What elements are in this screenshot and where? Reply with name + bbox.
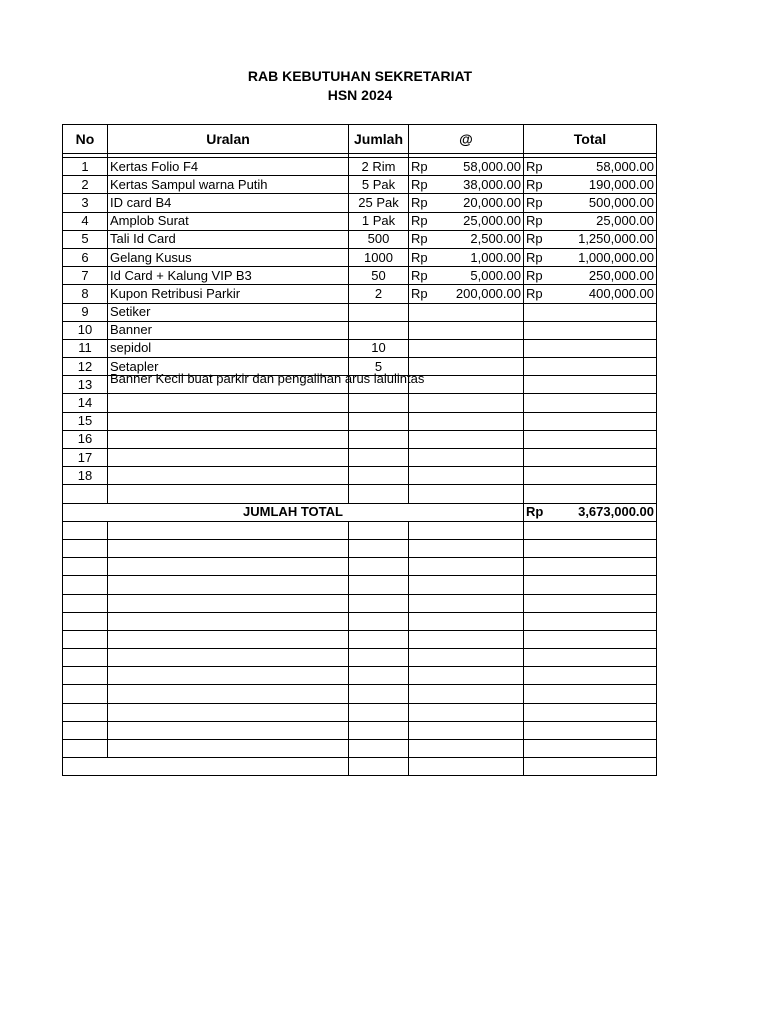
cell-uraian	[108, 394, 349, 412]
cell-jumlah: 50	[349, 267, 409, 285]
empty-cell	[349, 539, 409, 557]
cell-jumlah: 2 Rim	[349, 158, 409, 176]
empty-row	[63, 758, 657, 776]
empty-cell	[63, 558, 108, 576]
cell-total	[524, 285, 657, 303]
empty-cell	[524, 521, 657, 539]
cell-harga	[409, 449, 524, 467]
cell-harga	[409, 321, 524, 339]
cell-total	[524, 230, 657, 248]
cell-total	[524, 394, 657, 412]
cell-jumlah	[349, 467, 409, 485]
cell-total	[524, 212, 657, 230]
cell-jumlah: 5 Pak	[349, 176, 409, 194]
cell-uraian: Kupon Retribusi Parkir	[108, 285, 349, 303]
empty-row	[63, 630, 657, 648]
amount-value: 58,000.00	[596, 158, 654, 174]
empty-cell	[108, 703, 349, 721]
cell-harga	[409, 158, 524, 176]
cell-uraian: Banner	[108, 321, 349, 339]
amount-value: 38,000.00	[463, 176, 521, 192]
empty-cell	[409, 612, 524, 630]
cell-uraian	[108, 430, 349, 448]
amount-value: 20,000.00	[463, 194, 521, 210]
cell-no: 18	[63, 467, 108, 485]
empty-row	[63, 740, 657, 758]
table-row	[63, 467, 657, 485]
empty-cell	[63, 685, 108, 703]
cell-harga	[409, 394, 524, 412]
table-row	[63, 485, 657, 503]
cell-harga	[409, 430, 524, 448]
empty-cell	[349, 740, 409, 758]
empty-cell	[108, 539, 349, 557]
empty-cell	[63, 703, 108, 721]
cell-uraian: Tali Id Card	[108, 230, 349, 248]
cell-uraian: Amplob Surat	[108, 212, 349, 230]
cell-jumlah: 5	[349, 358, 409, 376]
table-row	[63, 248, 657, 266]
table-row	[63, 212, 657, 230]
cell-jumlah	[349, 430, 409, 448]
currency-label: Rp	[411, 285, 428, 301]
empty-row	[63, 667, 657, 685]
empty-cell	[409, 685, 524, 703]
cell-total	[524, 158, 657, 176]
empty-cell	[108, 685, 349, 703]
amount-value: 200,000.00	[455, 285, 521, 301]
currency-label: Rp	[411, 158, 428, 174]
table-row	[63, 194, 657, 212]
cell-jumlah: 1000	[349, 248, 409, 266]
cell-harga	[409, 194, 524, 212]
empty-cell	[409, 703, 524, 721]
cell-total	[524, 430, 657, 448]
empty-cell	[524, 685, 657, 703]
currency-label: Rp	[411, 176, 428, 192]
empty-cell	[349, 685, 409, 703]
cell-harga	[409, 303, 524, 321]
cell-total	[524, 485, 657, 503]
empty-row	[63, 576, 657, 594]
cell-no: 7	[63, 267, 108, 285]
cell-uraian: Setiker	[108, 303, 349, 321]
empty-cell	[63, 521, 108, 539]
empty-cell	[409, 521, 524, 539]
currency-label: Rp	[411, 213, 428, 229]
empty-cell	[108, 594, 349, 612]
cell-no: 4	[63, 212, 108, 230]
total-row	[63, 503, 657, 521]
total-label: JUMLAH TOTAL	[63, 503, 524, 521]
empty-cell	[108, 649, 349, 667]
table-row	[63, 176, 657, 194]
empty-row	[63, 649, 657, 667]
empty-cell	[63, 612, 108, 630]
amount-value: 500,000.00	[588, 194, 654, 210]
amount-value: 1,000.00	[470, 249, 521, 265]
cell-harga	[409, 212, 524, 230]
empty-cell	[63, 649, 108, 667]
cell-no: 8	[63, 285, 108, 303]
empty-cell	[409, 758, 524, 776]
cell-no: 16	[63, 430, 108, 448]
cell-uraian: sepidol	[108, 339, 349, 357]
empty-cell	[349, 649, 409, 667]
currency-label: Rp	[526, 285, 543, 301]
cell-total	[524, 412, 657, 430]
empty-cell	[349, 612, 409, 630]
empty-cell	[524, 721, 657, 739]
cell-harga	[409, 339, 524, 357]
amount-value: 400,000.00	[588, 285, 654, 301]
cell-harga	[409, 485, 524, 503]
amount-value: 2,500.00	[470, 231, 521, 247]
empty-cell	[108, 558, 349, 576]
uraian-text: Banner Kecil buat parkir dan pengalihan arus lalulintas	[110, 371, 425, 387]
empty-cell	[409, 649, 524, 667]
table-row	[63, 303, 657, 321]
empty-cell	[63, 594, 108, 612]
cell-harga	[409, 230, 524, 248]
cell-jumlah	[349, 321, 409, 339]
cell-total	[524, 358, 657, 376]
empty-row	[63, 721, 657, 739]
cell-harga	[409, 248, 524, 266]
cell-no	[63, 485, 108, 503]
cell-total	[524, 248, 657, 266]
cell-harga	[409, 267, 524, 285]
cell-total	[524, 376, 657, 394]
table-row	[63, 430, 657, 448]
cell-jumlah	[349, 394, 409, 412]
empty-cell	[63, 630, 108, 648]
cell-jumlah: 2	[349, 285, 409, 303]
empty-cell	[524, 594, 657, 612]
document-title: RAB KEBUTUHAN SEKRETARIAT	[247, 68, 473, 84]
empty-cell	[108, 667, 349, 685]
empty-row	[63, 521, 657, 539]
empty-row	[63, 539, 657, 557]
currency-label: Rp	[526, 267, 543, 283]
cell-total	[524, 339, 657, 357]
cell-no: 2	[63, 176, 108, 194]
amount-value: 25,000.00	[463, 213, 521, 229]
cell-total	[524, 303, 657, 321]
empty-cell	[108, 630, 349, 648]
cell-uraian: Setapler	[108, 358, 349, 376]
table-row	[63, 267, 657, 285]
empty-cell	[349, 521, 409, 539]
cell-uraian	[108, 449, 349, 467]
currency-label: Rp	[526, 213, 543, 229]
cell-jumlah	[349, 449, 409, 467]
empty-cell	[349, 558, 409, 576]
currency-label: Rp	[526, 504, 544, 520]
total-value	[524, 503, 657, 521]
table-row	[63, 158, 657, 176]
empty-cell	[63, 758, 349, 776]
cell-harga	[409, 376, 524, 394]
empty-row	[63, 703, 657, 721]
amount-value: 1,000,000.00	[578, 249, 654, 265]
amount-value: 25,000.00	[596, 213, 654, 229]
currency-label: Rp	[526, 194, 543, 210]
cell-total	[524, 321, 657, 339]
cell-no: 12	[63, 358, 108, 376]
empty-cell	[409, 576, 524, 594]
currency-label: Rp	[411, 231, 428, 247]
cell-total	[524, 267, 657, 285]
header-harga: @	[409, 125, 524, 154]
cell-no: 11	[63, 339, 108, 357]
empty-row	[63, 612, 657, 630]
cell-uraian	[108, 412, 349, 430]
empty-cell	[524, 703, 657, 721]
cell-uraian	[108, 371, 425, 394]
empty-cell	[63, 576, 108, 594]
cell-no: 1	[63, 158, 108, 176]
table-row	[63, 376, 657, 394]
currency-label: Rp	[526, 231, 543, 247]
amount-value: 190,000.00	[588, 176, 654, 192]
empty-cell	[409, 740, 524, 758]
amount-value: 5,000.00	[470, 267, 521, 283]
cell-no: 17	[63, 449, 108, 467]
cell-harga	[409, 358, 524, 376]
table-row	[63, 230, 657, 248]
cell-harga	[409, 412, 524, 430]
empty-cell	[108, 521, 349, 539]
table-row	[63, 321, 657, 339]
header-total: Total	[524, 125, 657, 154]
empty-cell	[349, 630, 409, 648]
empty-cell	[409, 721, 524, 739]
empty-cell	[349, 576, 409, 594]
cell-uraian	[108, 467, 349, 485]
cell-no: 13	[63, 376, 108, 394]
amount-value: 250,000.00	[588, 267, 654, 283]
cell-total	[524, 467, 657, 485]
empty-row	[63, 685, 657, 703]
empty-cell	[524, 758, 657, 776]
header-jumlah: Jumlah	[349, 125, 409, 154]
cell-no: 10	[63, 321, 108, 339]
empty-cell	[108, 576, 349, 594]
empty-cell	[524, 740, 657, 758]
currency-label: Rp	[526, 158, 543, 174]
header-uraian: Uralan	[108, 125, 349, 154]
cell-jumlah	[349, 485, 409, 503]
cell-total	[524, 449, 657, 467]
amount-value: 3,673,000.00	[578, 504, 654, 520]
cell-total	[524, 176, 657, 194]
cell-uraian	[108, 485, 349, 503]
cell-jumlah	[349, 412, 409, 430]
cell-uraian: Id Card + Kalung VIP B3	[108, 267, 349, 285]
cell-no: 5	[63, 230, 108, 248]
cell-total	[524, 194, 657, 212]
empty-cell	[524, 649, 657, 667]
cell-uraian: ID card B4	[108, 194, 349, 212]
empty-cell	[349, 721, 409, 739]
budget-table	[62, 124, 657, 776]
currency-label: Rp	[411, 267, 428, 283]
empty-cell	[349, 758, 409, 776]
empty-cell	[409, 594, 524, 612]
cell-no: 3	[63, 194, 108, 212]
empty-cell	[409, 539, 524, 557]
cell-harga	[409, 285, 524, 303]
table-row	[63, 339, 657, 357]
cell-no: 6	[63, 248, 108, 266]
empty-cell	[349, 667, 409, 685]
empty-cell	[108, 612, 349, 630]
cell-jumlah	[349, 303, 409, 321]
amount-value: 1,250,000.00	[578, 231, 654, 247]
empty-cell	[524, 539, 657, 557]
empty-cell	[108, 721, 349, 739]
empty-cell	[108, 740, 349, 758]
empty-cell	[349, 703, 409, 721]
empty-cell	[349, 594, 409, 612]
cell-jumlah: 10	[349, 339, 409, 357]
cell-no: 9	[63, 303, 108, 321]
table-row	[63, 285, 657, 303]
cell-uraian: Gelang Kusus	[108, 248, 349, 266]
document-subtitle: HSN 2024	[327, 87, 393, 103]
table-row	[63, 394, 657, 412]
amount-value: 58,000.00	[463, 158, 521, 174]
empty-cell	[63, 740, 108, 758]
empty-cell	[409, 667, 524, 685]
cell-uraian: Kertas Sampul warna Putih	[108, 176, 349, 194]
table-row	[63, 449, 657, 467]
empty-row	[63, 558, 657, 576]
empty-cell	[63, 721, 108, 739]
cell-jumlah: 1 Pak	[349, 212, 409, 230]
header-no: No	[63, 125, 108, 154]
currency-label: Rp	[526, 176, 543, 192]
cell-harga	[409, 467, 524, 485]
cell-harga	[409, 176, 524, 194]
currency-label: Rp	[411, 194, 428, 210]
cell-jumlah: 500	[349, 230, 409, 248]
empty-cell	[63, 539, 108, 557]
empty-row	[63, 594, 657, 612]
cell-uraian: Kertas Folio F4	[108, 158, 349, 176]
currency-label: Rp	[526, 249, 543, 265]
empty-cell	[524, 576, 657, 594]
empty-cell	[524, 630, 657, 648]
empty-cell	[524, 612, 657, 630]
cell-no: 14	[63, 394, 108, 412]
table-row	[63, 412, 657, 430]
empty-cell	[524, 667, 657, 685]
empty-cell	[409, 558, 524, 576]
table-header-row	[63, 125, 657, 154]
empty-cell	[63, 667, 108, 685]
empty-cell	[524, 558, 657, 576]
cell-jumlah: 25 Pak	[349, 194, 409, 212]
currency-label: Rp	[411, 249, 428, 265]
cell-no: 15	[63, 412, 108, 430]
empty-cell	[409, 630, 524, 648]
